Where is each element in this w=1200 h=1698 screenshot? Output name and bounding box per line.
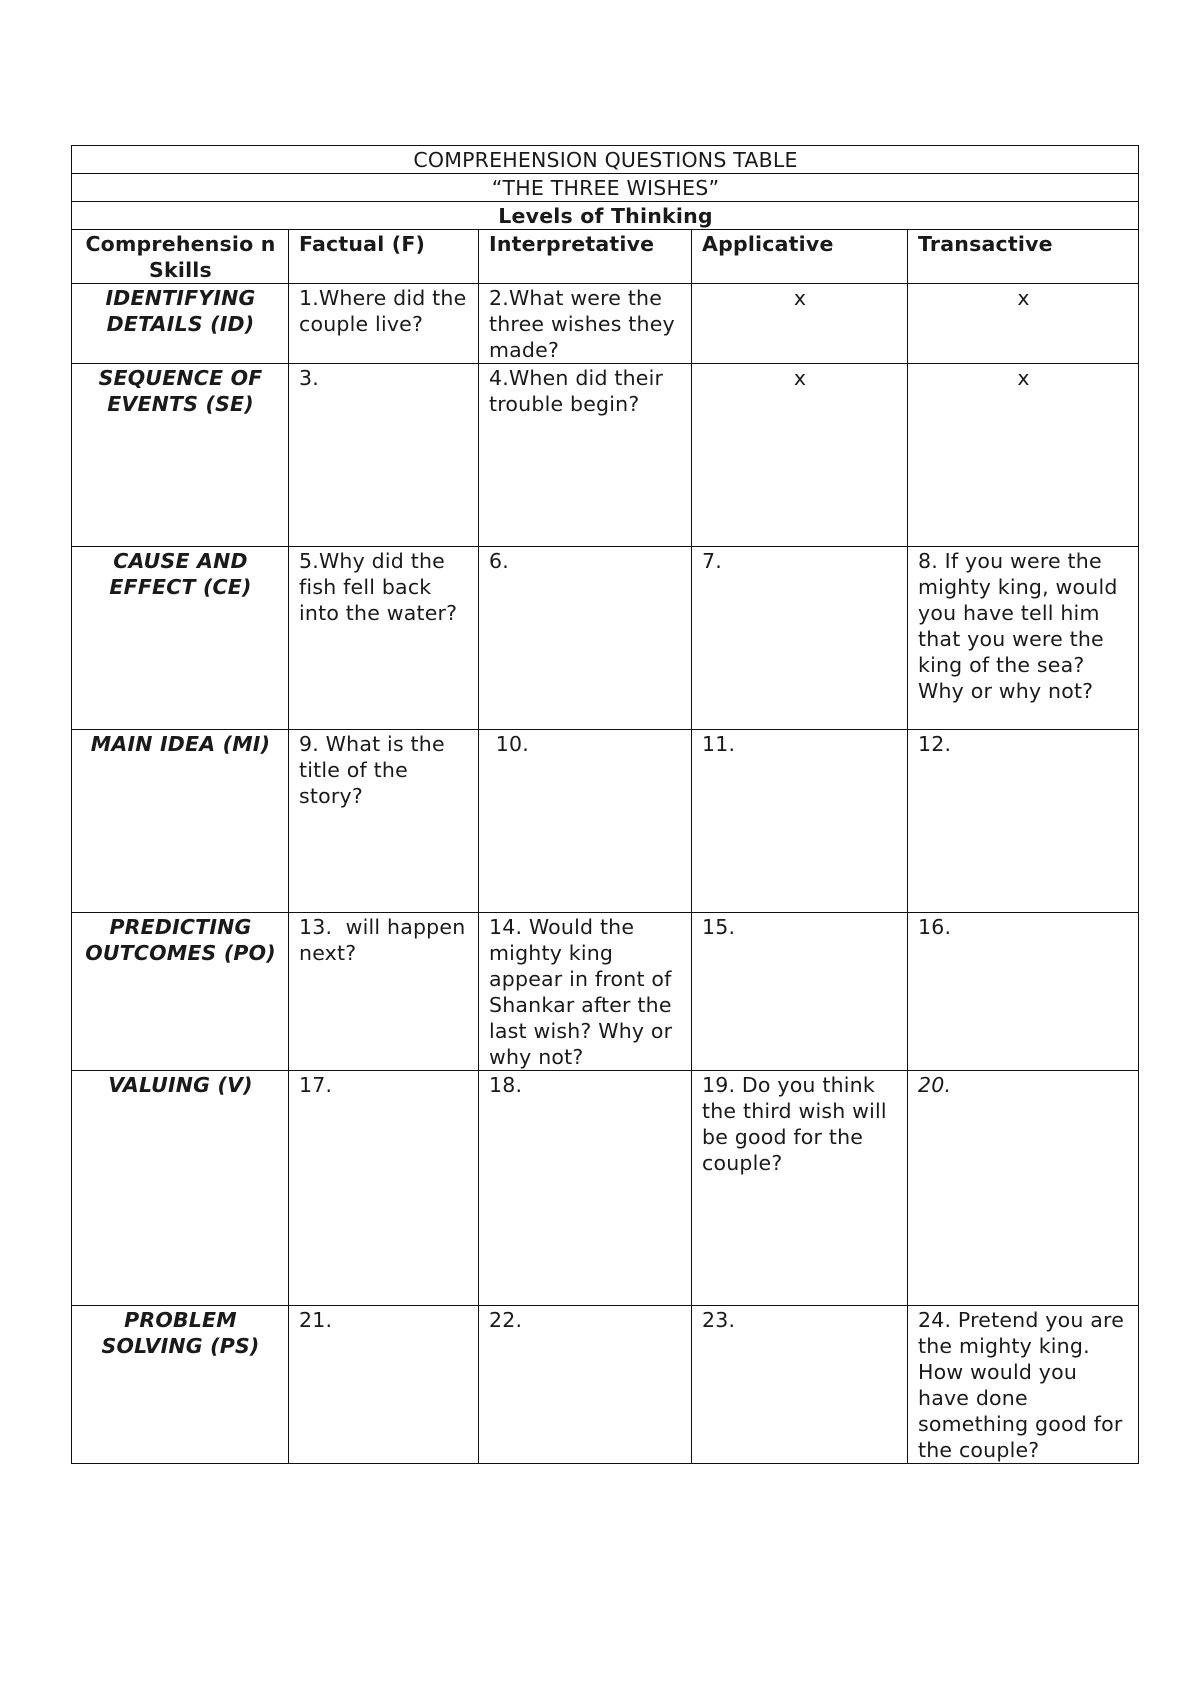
- header-applicative: Applicative: [692, 230, 908, 284]
- question-cell: 7.: [692, 547, 908, 730]
- header-comprehension-skills: Comprehensio n Skills: [72, 230, 289, 284]
- question-cell: 16.: [908, 913, 1139, 1071]
- question-cell: 3.: [289, 364, 479, 547]
- question-cell: 24. Pretend you are the mighty king. How would you have done something good for the couple?: [908, 1306, 1139, 1464]
- table-row: [72, 1071, 1139, 1306]
- header-transactive: Transactive: [908, 230, 1139, 284]
- header-factual: Factual (F): [289, 230, 479, 284]
- not-applicable-mark: x: [908, 284, 1139, 364]
- question-cell: 5.Why did the fish fell back into the water?: [289, 547, 479, 730]
- skill-sequence-of-events: SEQUENCE OF EVENTS (SE): [72, 364, 289, 547]
- comprehension-questions-table: [71, 145, 1139, 1464]
- question-cell: 9. What is the title of the story?: [289, 730, 479, 913]
- story-title: “THE THREE WISHES”: [72, 174, 1139, 202]
- skill-cause-and-effect: CAUSE AND EFFECT (CE): [72, 547, 289, 730]
- question-cell: 8. If you were the mighty king, would you have tell him that you were the king of the sea? Why or why not?: [908, 547, 1139, 730]
- question-cell: 23.: [692, 1306, 908, 1464]
- not-applicable-mark: x: [908, 364, 1139, 547]
- question-cell: 20.: [908, 1071, 1139, 1306]
- question-cell: 22.: [479, 1306, 692, 1464]
- header-row: [72, 230, 1139, 284]
- question-cell: 12.: [908, 730, 1139, 913]
- skill-problem-solving: PROBLEM SOLVING (PS): [72, 1306, 289, 1464]
- question-cell: 4.When did their trouble begin?: [479, 364, 692, 547]
- skill-identifying-details: IDENTIFYING DETAILS (ID): [72, 284, 289, 364]
- question-cell: 2.What were the three wishes they made?: [479, 284, 692, 364]
- not-applicable-mark: x: [692, 364, 908, 547]
- question-cell: 21.: [289, 1306, 479, 1464]
- question-cell: 6.: [479, 547, 692, 730]
- levels-heading: Levels of Thinking: [72, 202, 1139, 230]
- table-row: [72, 547, 1139, 730]
- question-cell: 11.: [692, 730, 908, 913]
- table-row: [72, 730, 1139, 913]
- not-applicable-mark: x: [692, 284, 908, 364]
- question-cell: 10.: [479, 730, 692, 913]
- question-cell: 18.: [479, 1071, 692, 1306]
- table-row: [72, 284, 1139, 364]
- table-row: [72, 364, 1139, 547]
- question-cell: 13. will happen next?: [289, 913, 479, 1071]
- skill-main-idea: MAIN IDEA (MI): [72, 730, 289, 913]
- table-title: COMPREHENSION QUESTIONS TABLE: [72, 146, 1139, 174]
- question-cell: 15.: [692, 913, 908, 1071]
- header-interpretative: Interpretative: [479, 230, 692, 284]
- table-row: [72, 913, 1139, 1071]
- table-row: [72, 1306, 1139, 1464]
- skill-predicting-outcomes: PREDICTING OUTCOMES (PO): [72, 913, 289, 1071]
- question-cell: 19. Do you think the third wish will be good for the couple?: [692, 1071, 908, 1306]
- question-cell: 1.Where did the couple live?: [289, 284, 479, 364]
- skill-valuing: VALUING (V): [72, 1071, 289, 1306]
- question-cell: 14. Would the mighty king appear in front of Shankar after the last wish? Why or why not?: [479, 913, 692, 1071]
- question-cell: 17.: [289, 1071, 479, 1306]
